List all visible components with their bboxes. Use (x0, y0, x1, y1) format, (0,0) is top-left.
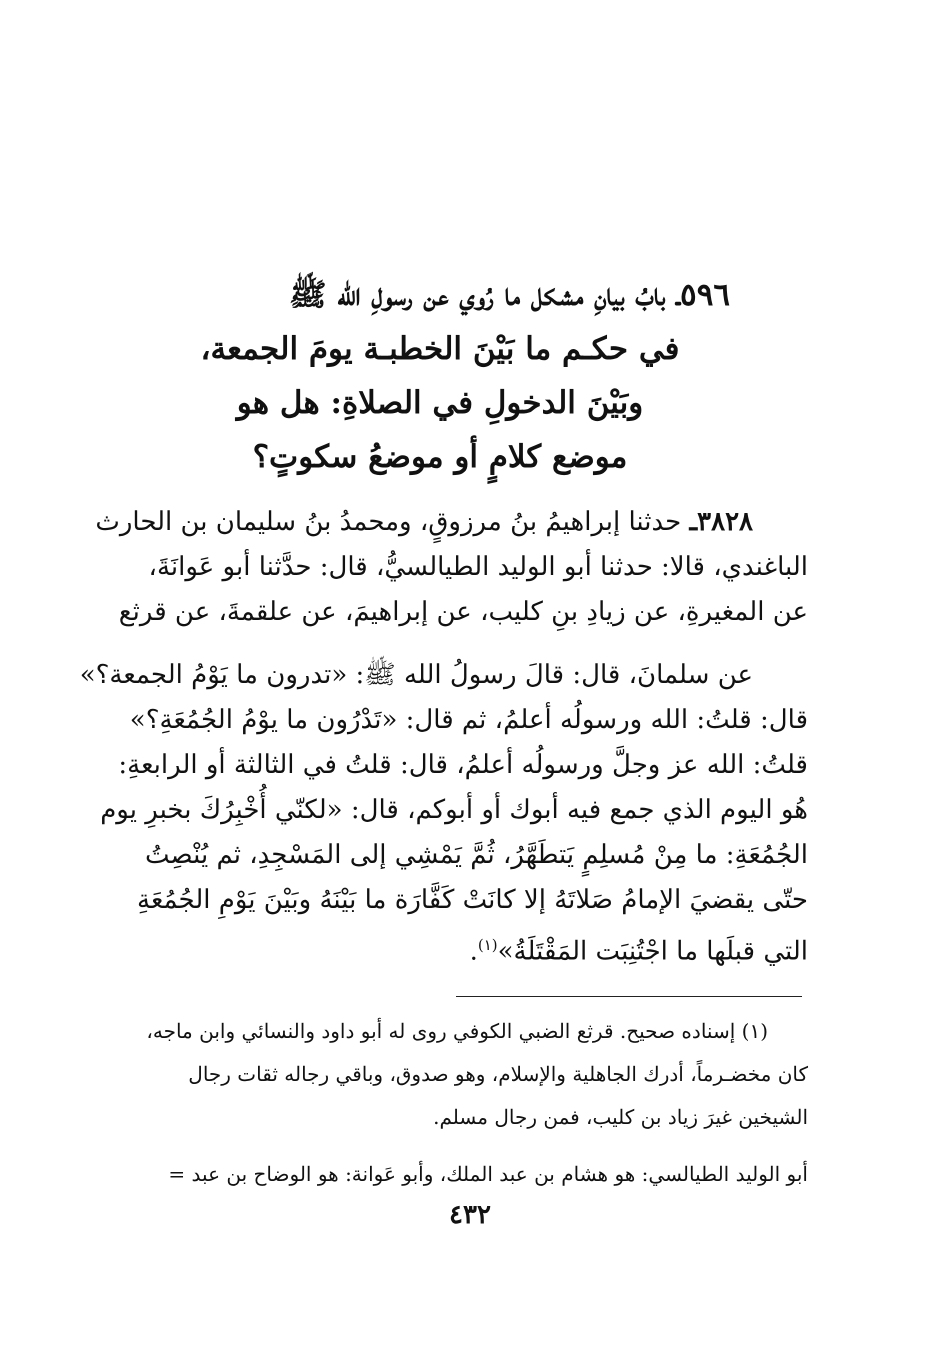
footnote-marker: (١) (477, 936, 498, 954)
hadith-isnad (96, 500, 808, 635)
hadith-line-9: حتّى يقضيَ الإمامُ صَلاتَهُ إلا كانَتْ كَفَّارَة ما بَيْنَهُ وبَيْنَ يَوْمِ الجُمُعَةِ (137, 885, 808, 915)
chapter-heading-line-2: في حكـم ما بَيْنَ الخطبـة يومَ الجمعة، (200, 331, 680, 367)
hadith-matn (79, 653, 808, 975)
footnote-line-2: كان مخضـرماً، أدرك الجاهلية والإسلام، وهو صدوق، وباقي رجاله ثقات رجال (188, 1062, 808, 1086)
footnotes (96, 1010, 808, 1196)
hadith-line-5: قال: قلتُ: الله ورسولُه أعلمُ، ثم قال: «تَدْرُون ما يوْمُ الجُمُعَةِ؟» (129, 705, 808, 735)
hadith-line-10 (96, 923, 808, 975)
footnote-line-1: (١) إسناده صحيح. قرثع الضبي الكوفي روى له أبو داود والنسائي وابن ماجه، (146, 1019, 768, 1043)
footnote-line-3: الشيخين غيرَ زياد بن كليب، فمن رجال مسلم. (433, 1105, 808, 1129)
chapter-heading-line-1: ٥٩٦ـ بابُ بيانِ مشكل ما رُوي عن رسولِ الله ﷺ (289, 277, 730, 313)
hadith-line-8: الجُمُعَةِ: ما مِنْ مُسلِمٍ يَتطَهَّرُ، ثُمَّ يَمْشِي إلى المَسْجِدِ، ثم يُنْصِتُ (145, 840, 808, 870)
chapter-heading-line-4: موضع كلامٍ أو موضعُ سكوتٍ؟ (252, 439, 628, 475)
chapter-heading (150, 268, 730, 484)
hadith-number: ٣٨٢٨ـ (689, 507, 753, 537)
page-number: ٤٣٢ (449, 1200, 491, 1230)
hadith-line-1-text: حدثنا إبراهيمُ بنُ مرزوقٍ، ومحمدُ بنُ سليمان بن الحارث (95, 507, 682, 537)
hadith-line-2: الباغندي، قالا: حدثنا أبو الوليد الطيالسيُّ، قال: حدَّثنا أبو عَوانَةَ، (148, 552, 808, 582)
hadith-line-4: عن سلمانَ، قال: قالَ رسولُ الله ﷺ: «تدرون ما يَوْمُ الجمعة؟» (79, 660, 753, 690)
hadith-line-6: قلتُ: الله عز وجلَّ ورسولُه أعلمُ، قال: قلتُ في الثالثة أو الرابعةِ: (118, 750, 808, 780)
footnote-separator (456, 996, 802, 997)
chapter-heading-line-3: وبَيْنَ الدخولِ في الصلاةِ: هل هو (236, 385, 644, 421)
hadith-line-1 (96, 500, 808, 545)
footnote-line-4: أبو الوليد الطيالسي: هو هشام بن عبد الملك، وأبو عَوانة: هو الوضاح بن عبد = (168, 1162, 808, 1186)
hadith-line-10-text: التي قبلَها ما اجْتُنِبَت المَقْتَلَةُ» (497, 936, 808, 967)
hadith-line-3: عن المغيرةِ، عن زيادِ بنِ كليب، عن إبراهيمَ، عن علقمةَ، عن قرثع (118, 597, 808, 627)
hadith-line-7: هُو اليوم الذي جمع فيه أبوك أو أبوكم، قال: «لكنّي أُخْبِرُكَ بخبرِ يوم (100, 795, 808, 825)
end-mark: . (469, 936, 478, 967)
